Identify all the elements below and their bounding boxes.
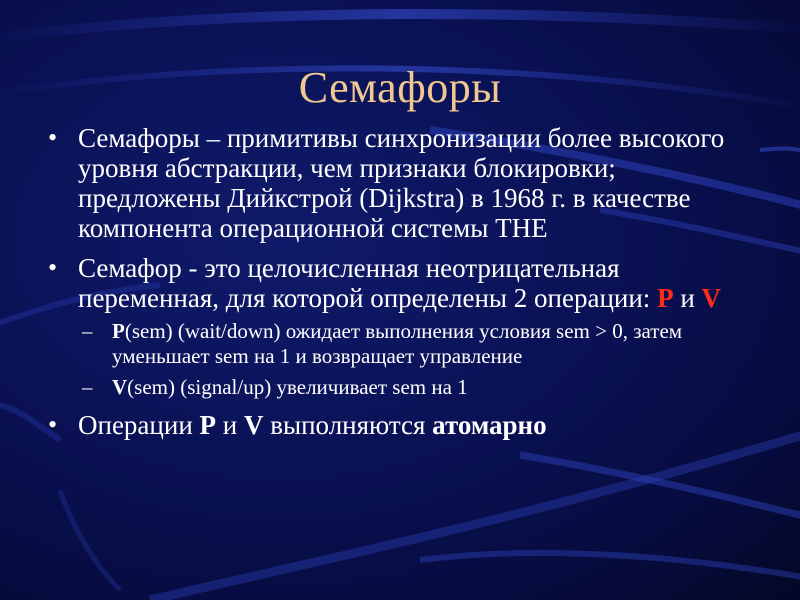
bullet-text: Операции: [78, 410, 200, 440]
bullet-marker: •: [48, 123, 58, 152]
op-v-label: V: [701, 283, 722, 313]
sub-bullet-text: (sem) (wait/down) ожидает выполнения условия sem > 0, затем уменьшает sem на 1 и возвращает управление: [112, 319, 683, 368]
op-v-label: V: [112, 375, 128, 399]
sub-bullet-text: (sem) (signal/up) увеличивает sem на 1: [127, 375, 468, 399]
sub-bullet-v-operation: [48, 375, 748, 400]
conjunction: и: [216, 410, 244, 440]
op-v-label: V: [243, 410, 264, 440]
op-p-label: P: [112, 319, 125, 343]
sub-bullet-p-operation: [48, 319, 748, 369]
bullet-marker: •: [48, 410, 58, 439]
bullet-marker: •: [48, 253, 58, 282]
conjunction: и: [673, 283, 702, 313]
bullet-text: Семафоры – примитивы синхронизации более высокого уровня абстракции, чем признаки блокировки; предложены Дийкстрой (Dijkstra) в 1968 г. в качестве компонента операционной системы THE: [78, 123, 725, 243]
sub-bullet-marker: –: [82, 319, 93, 343]
bullet-text-tail: выполняются: [263, 410, 433, 440]
bullet-atomic-operations: [48, 410, 748, 440]
slide-body: [48, 123, 748, 442]
op-p-label: P: [199, 410, 217, 440]
bullet-semaphores-definition: [48, 123, 748, 243]
bullet-text: Семафор - это целочисленная неотрицательная переменная, для которой определены 2 операции:: [78, 253, 658, 313]
sub-bullet-marker: –: [82, 375, 93, 399]
bullet-semaphore-variable: [48, 253, 748, 313]
op-p-label: P: [657, 283, 674, 313]
slide-title: Семафоры: [298, 63, 502, 112]
emphasis-atomically: атомарно: [432, 410, 547, 440]
